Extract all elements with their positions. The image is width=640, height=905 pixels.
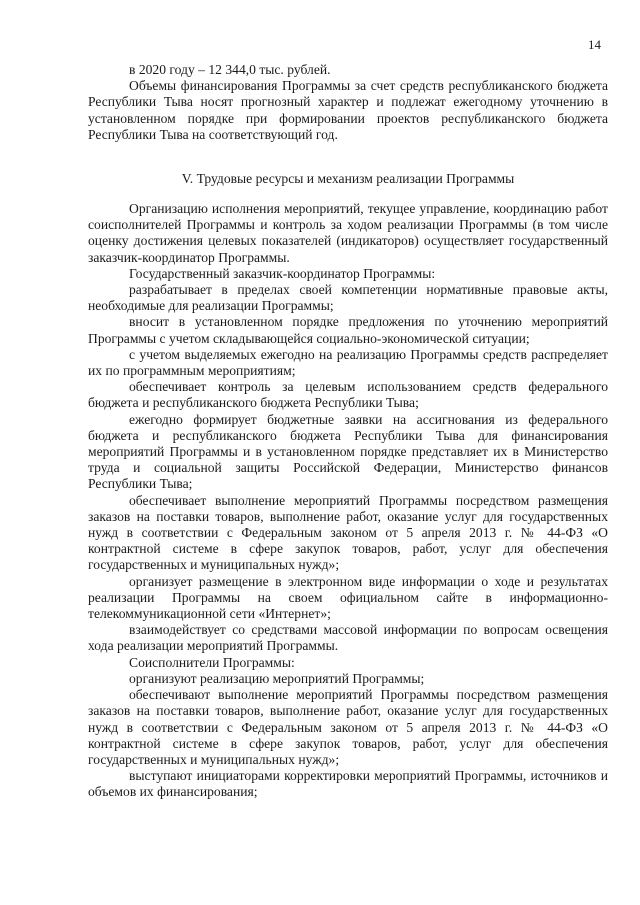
paragraph: в 2020 году – 12 344,0 тыс. рублей. [129,62,331,77]
paragraph: Организацию исполнения мероприятий, текущее управление, координацию работ соисполнителей Программы и контроль за ходом реализации Программы (в том числе оценку достижения целевых показателей (индикаторов) осуществляет государственный заказчик-координатор Программы. [88,201,608,265]
paragraph: ежегодно формирует бюджетные заявки на ассигнования из федерального бюджета и республиканского бюджета Республики Тыва для финансирования мероприятий Программы и в установленном порядке представляет их в Министерство труда и социальной защиты Российской Федерации, Министерство финансов Республики Тыва; [88,411,608,492]
paragraph: разрабатывает в пределах своей компетенции нормативные правовые акты, необходимые для реализации Программы; [88,282,608,314]
page-number: 14 [588,37,601,52]
paragraph: взаимодействует со средствами массовой информации по вопросам освещения хода реализации мероприятий Программы. [88,622,608,654]
intro-text-block [88,62,608,143]
paragraph: обеспечивает контроль за целевым использованием средств федерального бюджета и республиканского бюджета Республики Тыва; [88,379,608,411]
paragraph: организуют реализацию мероприятий Программы; [129,670,425,686]
paragraph: Соисполнители Программы: [129,654,295,670]
section-body [88,201,608,801]
paragraph: выступают инициаторами корректировки мероприятий Программы, источников и объемов их финансирования; [88,768,608,800]
section-heading: V. Трудовые ресурсы и механизм реализации Программы [181,171,515,186]
paragraph: Объемы финансирования Программы за счет средств республиканского бюджета Республики Тыва носят прогнозный характер и подлежат ежегодному уточнению в установленном порядке при формировании проектов республиканского бюджета Республики Тыва на соответствующий год. [88,78,608,142]
paragraph: вносит в установленном порядке предложения по уточнению мероприятий Программы с учетом складывающейся социально-экономической ситуации; [88,314,608,346]
paragraph: обеспечивает выполнение мероприятий Программы посредством размещения заказов на поставки товаров, выполнение работ, оказание услуг для государственных нужд в соответствии с Федеральным законом от 5 апреля 2013 г. № 44-ФЗ «О контрактной системе в сфере закупок товаров, работ, услуг для обеспечения государственных и муниципальных нужд»; [88,492,608,573]
paragraph: организует размещение в электронном виде информации о ходе и результатах реализации Программы на своем официальном сайте в информационно-телекоммуникационной сети «Интернет»; [88,573,608,622]
paragraph: Государственный заказчик-координатор Программы: [129,265,436,281]
paragraph: с учетом выделяемых ежегодно на реализацию Программы средств распределяет их по программным мероприятиям; [88,346,608,379]
paragraph: обеспечивают выполнение мероприятий Программы посредством размещения заказов на поставки товаров, выполнение работ, оказание услуг для государственных нужд в соответствии с Федеральным законом от 5 апреля 2013 г. № 44-ФЗ «О контрактной системе в сфере закупок товаров, работ, услуг для обеспечения государственных и муниципальных нужд»; [88,687,608,767]
